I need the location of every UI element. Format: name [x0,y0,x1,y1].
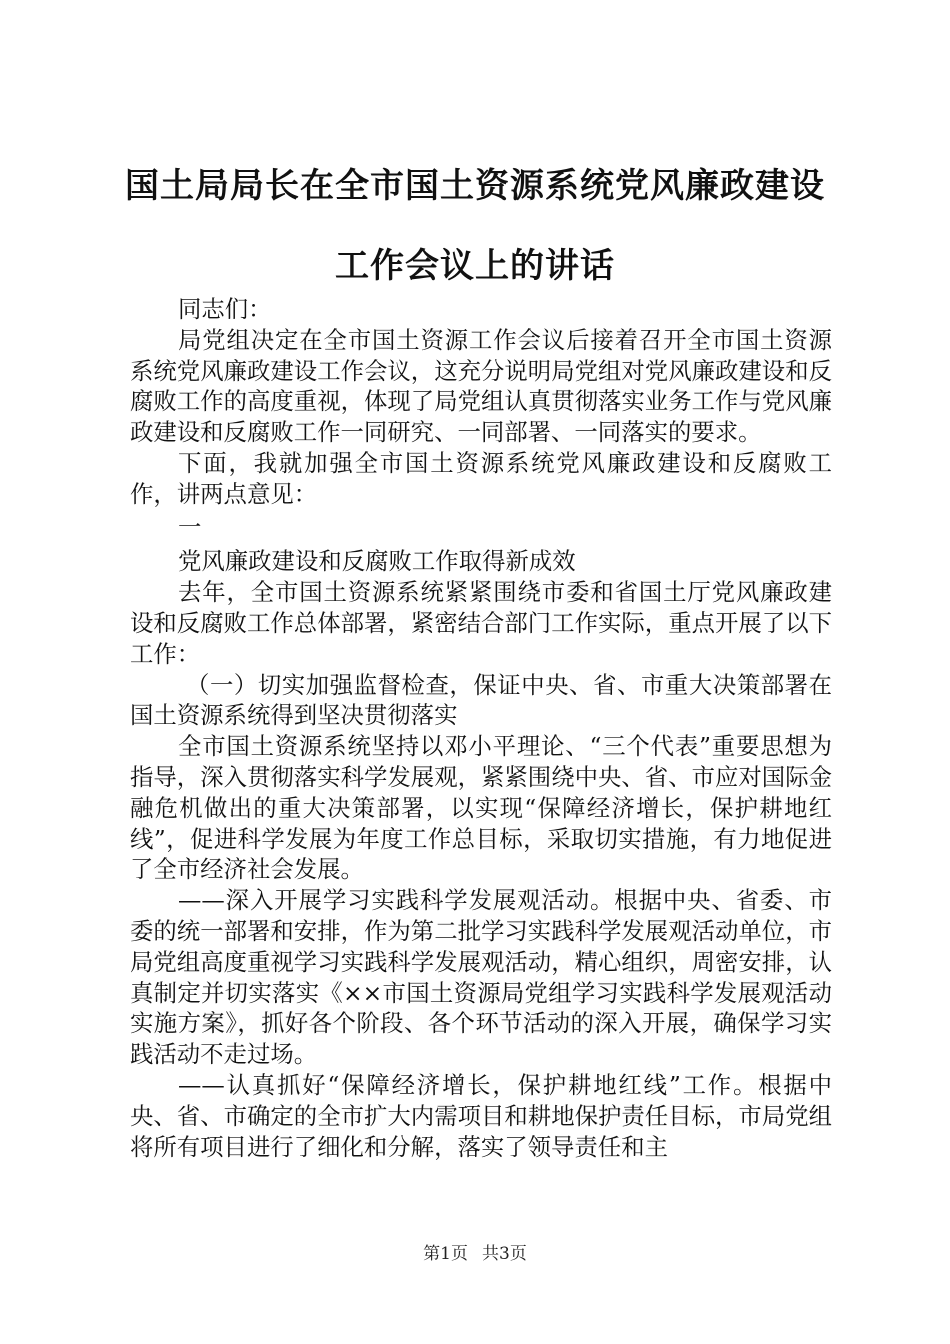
salutation: 同志们： [178,295,272,323]
section-number: 一 [178,512,202,541]
body-paragraph: ——深入开展学习实践科学发展观活动。根据中央、省委、市委的统一部署和安排，作为第二批学习实践科学发展观活动单位，市局党组高度重视学习实践科学发展观活动，精心组织，周密安排，认真制定并切实落实《××市国土资源局党组学习实践科学发展观活动实施方案》，抓好各个阶段、各个环节活动的深入开展，确保学习实践活动不走过场。 [130,886,832,1069]
page-footer [0,1244,950,1264]
body-paragraph: 全市国土资源系统坚持以邓小平理论、“三个代表”重要思想为指导，深入贯彻落实科学发展观，紧紧围绕中央、省、市应对国际金融危机做出的重大决策部署，以实现“保障经济增长，保护耕地红线”，促进科学发展为年度工作总目标，采取切实措施，有力地促进了全市经济社会发展。 [130,732,832,884]
document-title-line-2: 工作会议上的讲话 [335,246,615,286]
page-number: 第1页 [423,1244,468,1264]
page-total: 共3页 [482,1244,527,1264]
body-paragraph: 下面，我就加强全市国土资源系统党风廉政建设和反腐败工作，讲两点意见： [130,448,832,508]
body-paragraph: 去年，全市国土资源系统紧紧围绕市委和省国土厅党风廉政建设和反腐败工作总体部署，紧密结合部门工作实际，重点开展了以下工作： [130,578,832,668]
document-body [130,294,832,1162]
body-paragraph: ——认真抓好“保障经济增长，保护耕地红线”工作。根据中央、省、市确定的全市扩大内需项目和耕地保护责任目标，市局党组将所有项目进行了细化和分解，落实了领导责任和主 [130,1070,832,1161]
subsection-title: （一）切实加强监督检查，保证中央、省、市重大决策部署在国土资源系统得到坚决贯彻落实 [130,670,832,730]
document-title-line-1: 国土局局长在全市国土资源系统党风廉政建设 [125,166,825,206]
body-paragraph: 局党组决定在全市国土资源工作会议后接着召开全市国土资源系统党风廉政建设工作会议，这充分说明局党组对党风廉政建设和反腐败工作的高度重视，体现了局党组认真贯彻落实业务工作与党风廉政建设和反腐败工作一同研究、一同部署、一同落实的要求。 [130,325,832,447]
section-title: 党风廉政建设和反腐败工作取得新成效 [178,547,576,576]
